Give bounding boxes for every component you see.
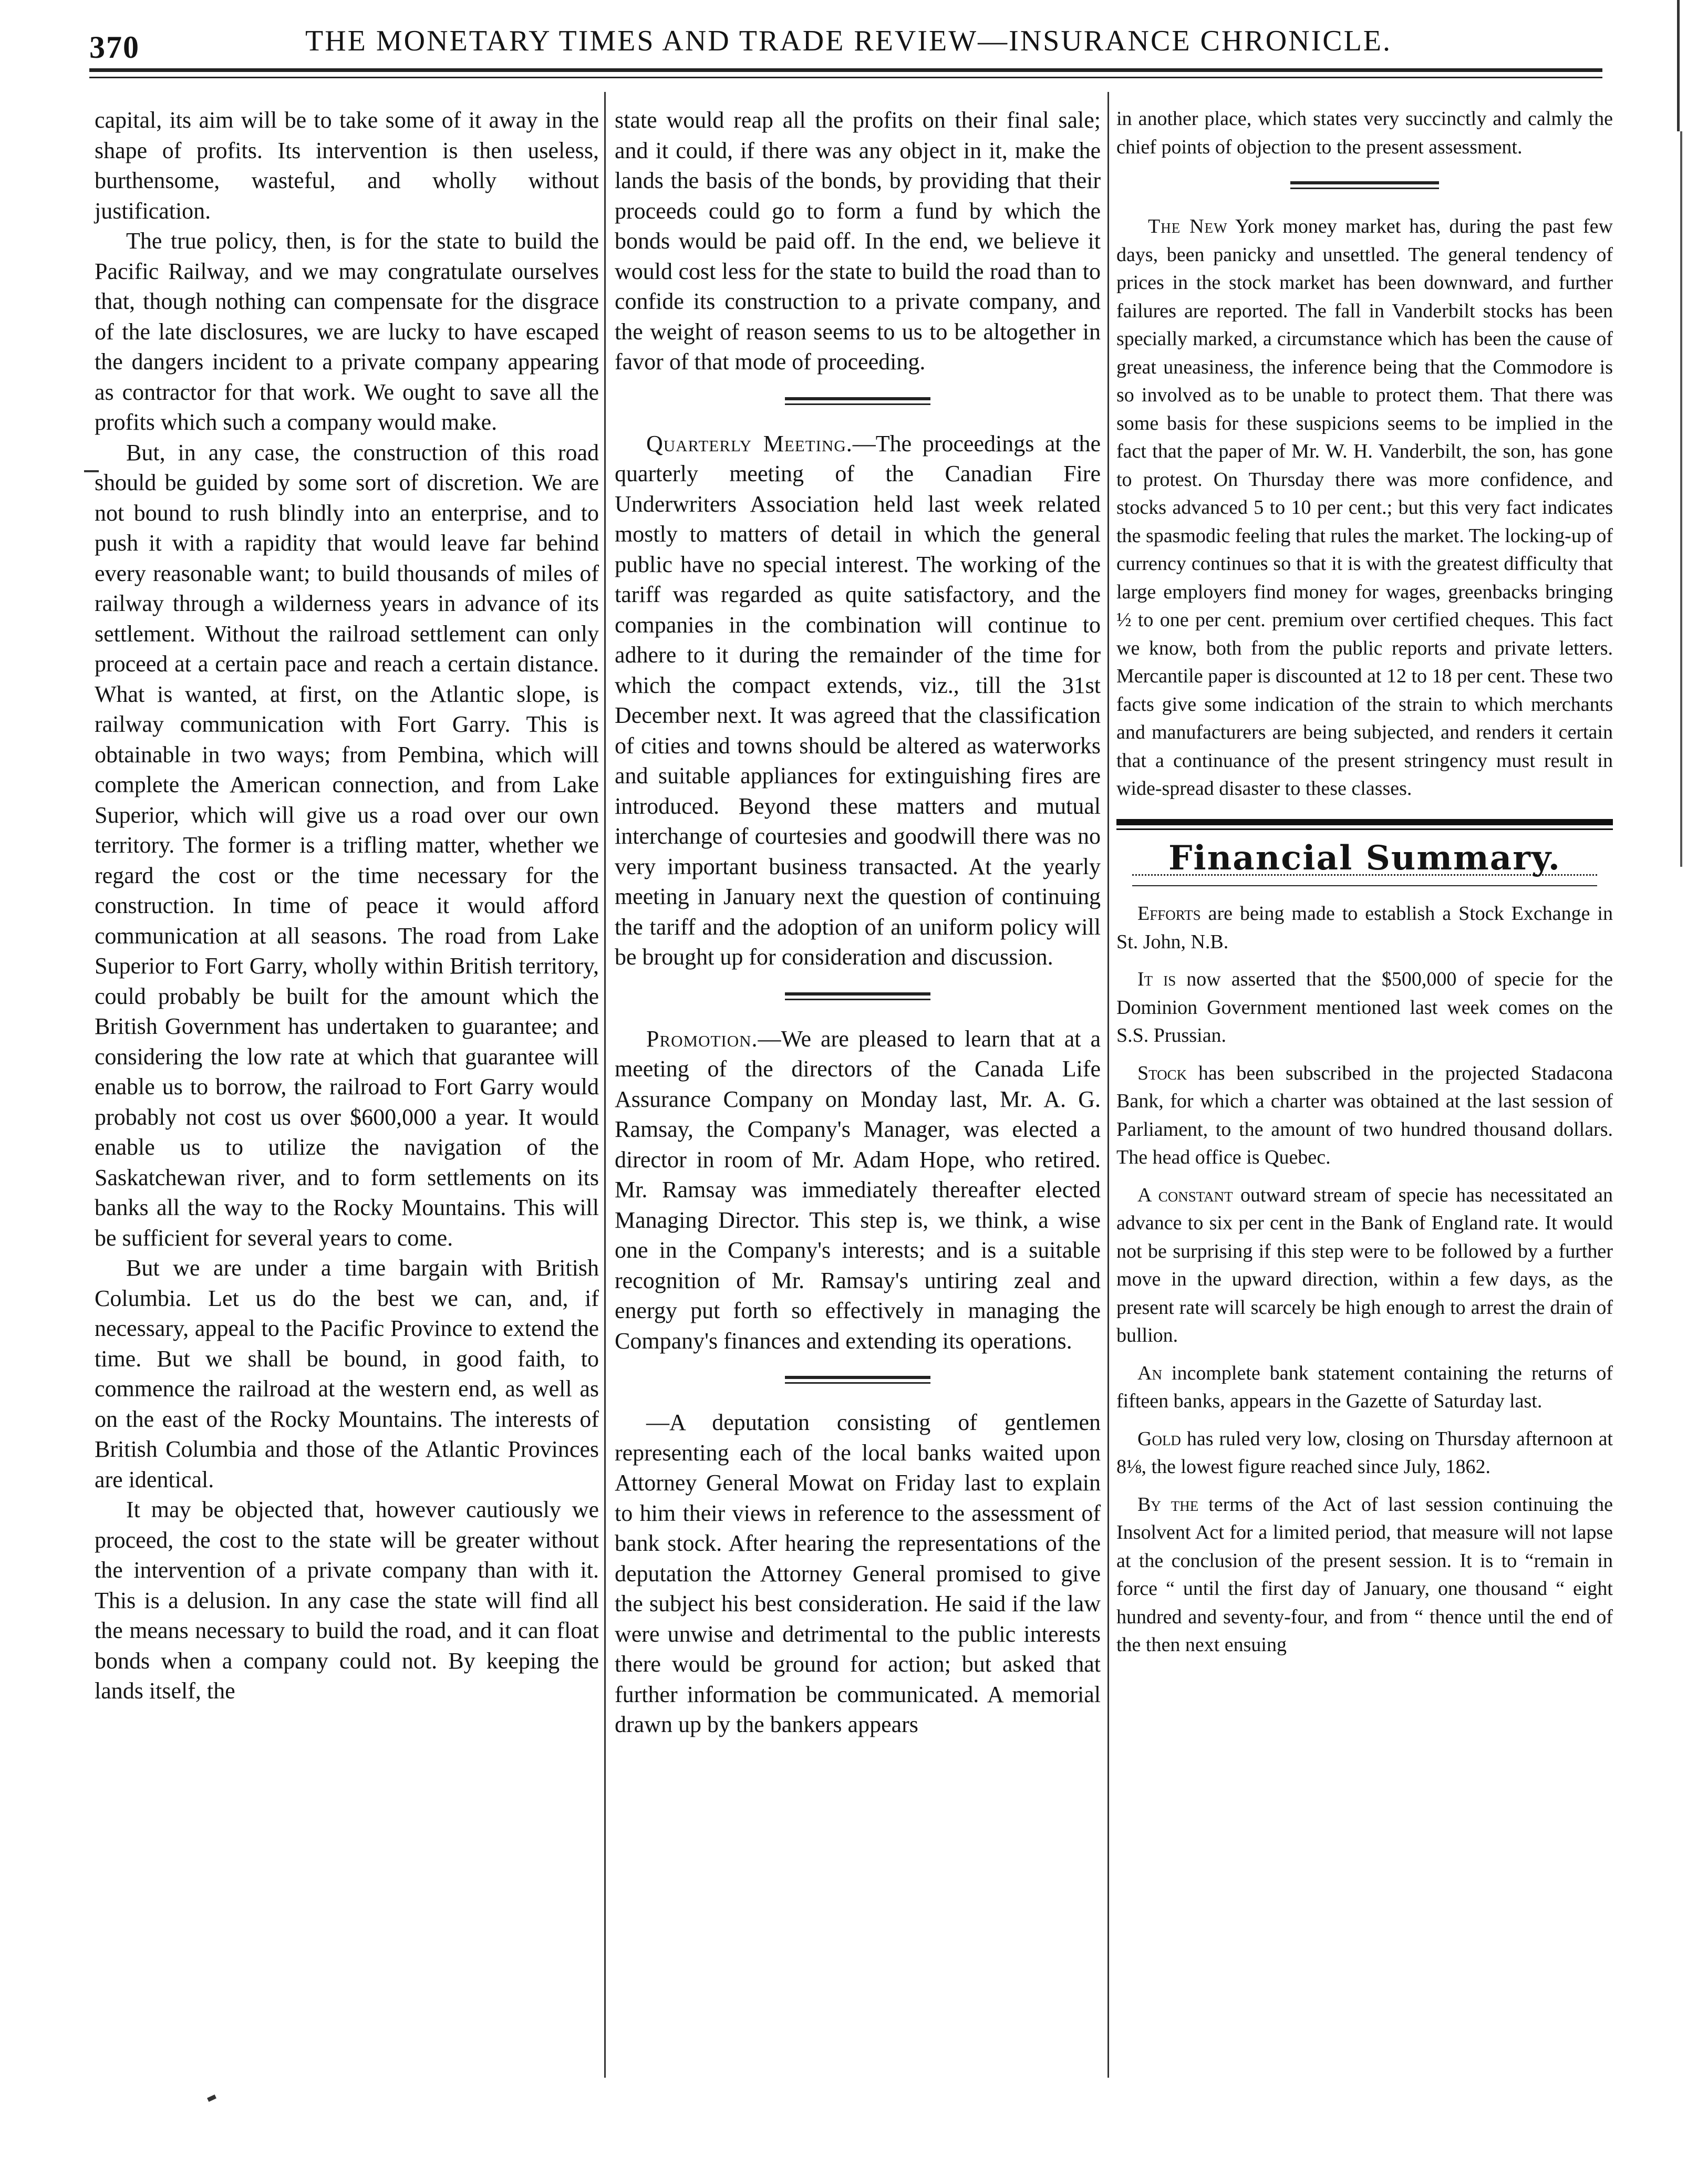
item-lead: An: [1137, 1362, 1162, 1384]
page-header-title: THE MONETARY TIMES AND TRADE REVIEW—INSURANCE CHRONICLE.: [305, 25, 1392, 57]
item-text: has ruled very low, closing on Thursday afternoon at 8⅛, the lowest figure reached since July, 1862.: [1116, 1427, 1613, 1478]
new-york-heading: The New: [1148, 215, 1228, 237]
financial-summary-rule: [1116, 816, 1613, 834]
promotion-article: [615, 1024, 1101, 1356]
item-lead: Gold: [1137, 1427, 1181, 1450]
header-rule-thin: [89, 77, 1602, 78]
item-lead: It is: [1137, 968, 1176, 990]
col1-paragraph: The true policy, then, is for the state to build the Pacific Railway, and we may congratulate ourselves that, though nothing can compensate for the disgrace of the late disclosures, we are lucky to have escaped the dangers incident to a private company appearing as contractor for that work. We ought to save all the profits which such a company would make.: [95, 228, 599, 435]
financial-summary-list: [1116, 900, 1613, 1660]
section-separator: [1116, 176, 1613, 197]
column-3: [1116, 105, 1613, 1669]
col1-paragraph: But, in any case, the construction of this road should be guided by some sort of discretion. We are not bound to rush blindly into an enterprise, and to push it with a rapidity that would leave far behind every reasonable want; to build thousands of miles of railway through a wilderness years in advance of its settlement. Without the railroad settlement can only proceed at a certain pace and reach a certain distance. What is wanted, at first, on the Atlantic slope, is railway communication with Fort Garry. This is obtainable in two ways; from Pembina, which will complete the American connection, and from Lake Superior, which will give us a road over our own territory. The former is a trifling matter, whether we regard the cost or the time necessary for the construction. In time of peace it would afford communication at all seasons. The road from Lake Superior to Fort Garry, wholly within British territory, could probably be built for the amount which the British Government has undertaken to guarantee; and considering the low rate at which that guarantee will enable us to borrow, the railroad to Fort Garry would probably not cost us over $600,000 a year. It would enable us to utilize the navigation of the Saskatchewan river, and to form settlements on its banks all the way to the Rocky Mountains. This will be sufficient for several years to come.: [95, 439, 599, 1251]
financial-summary-item: [1116, 1060, 1613, 1172]
item-text: terms of the Act of last session continuing the Insolvent Act for a limited period, that measure will not lapse at the conclusion of the present session. It is to “remain in force “ until the first day of January, one thousand “ eight hundred and seventy-four, and from “ thence until the end of the then next ensuing: [1116, 1493, 1613, 1656]
stray-mark: [207, 2095, 216, 2102]
col1-paragraph: It may be objected that, however cautiously we proceed, the cost to the state will be greater without the intervention of a private company than with it. This is a delusion. In any case the state will find all the means necessary to build the road, and it can float bonds when a company could not. By keeping the lands itself, the: [95, 1497, 599, 1704]
col2-continuation: state would reap all the profits on their final sale; and it could, if there was any object in it, make the lands the basis of the bonds, by providing that their proceeds could go to form a fund by which the bonds would be paid off. In the end, we believe it would cost less for the state to build the road than to confide its construction to a private company, and the weight of reason seems to us to be altogether in favor of that mode of proceeding.: [615, 107, 1101, 375]
new-york-market-article: [1116, 213, 1613, 803]
page-edge-line: [1677, 0, 1680, 131]
financial-summary-title: Financial Summary.: [1168, 838, 1561, 878]
column-1: [95, 105, 599, 1706]
deputation-article: —A deputation consisting of gentlemen representing each of the local banks waited upon Attorney General Mowat on Friday last to explain to him their views in reference to the assessment of bank stock. After hearing the representations of the deputation the Attorney General promised to give the subject his best consideration. He said if the law were unwise and detrimental to the public interests there would be ground for action; but asked that further information be communicated. A memorial drawn up by the bankers appears: [615, 1409, 1101, 1737]
item-text: outward stream of specie has necessitated an advance to six per cent in the Bank of England rate. It would not be surprising if this step were to be followed by a further move in the upward direction, within a few days, as the present rate will scarcely be high enough to arrest the drain of bullion.: [1116, 1184, 1613, 1346]
col3-continuation: in another place, which states very succinctly and calmly the chief points of objection to the present assessment.: [1116, 108, 1613, 158]
financial-summary-item: [1116, 1181, 1613, 1350]
section-separator: [615, 392, 1101, 413]
item-lead: Efforts: [1137, 903, 1201, 925]
item-text: has been subscribed in the projected Stadacona Bank, for which a charter was obtained at the last session of Parliament, to the amount of two hundred thousand dollars. The head office is Quebec.: [1116, 1062, 1613, 1168]
financial-summary-item: [1116, 1491, 1613, 1660]
financial-summary-item: [1116, 1425, 1613, 1481]
item-text: incomplete bank statement containing the returns of fifteen banks, appears in the Gazette of Saturday last.: [1116, 1362, 1613, 1412]
item-text: are being made to establish a Stock Exchange in St. John, N.B.: [1116, 903, 1613, 953]
financial-summary-item: [1116, 1360, 1613, 1416]
column-divider-2: [1107, 92, 1109, 2078]
page-edge-line-lower: [1680, 131, 1682, 867]
promotion-heading: Promotion.: [646, 1025, 758, 1052]
section-separator: [615, 987, 1101, 1008]
quarterly-meeting-article: [615, 429, 1101, 972]
column-divider-1: [604, 92, 606, 2078]
page-number: 370: [89, 30, 140, 65]
financial-summary-item: [1116, 900, 1613, 956]
item-lead: Stock: [1137, 1062, 1187, 1084]
promotion-text: —We are pleased to learn that at a meeting of the directors of the Canada Life Assurance Company on Monday last, Mr. A. G. Ramsay, the Company's Manager, was elected a director in room of Mr. Adam Hope, who retired. Mr. Ramsay was immediately thereafter elected Managing Director. This step is, we think, a wise one in the Company's interests; and is a suitable recognition of Mr. Ramsay's untiring zeal and energy put forth so effectively in managing the Company's finances and extending its operations.: [615, 1025, 1101, 1354]
item-lead: By the: [1137, 1493, 1199, 1516]
new-york-text: York money market has, during the past few days, been panicky and unsettled. The general tendency of prices in the stock market has been downward, and further failures are reported. The fall in Vanderbilt stocks has been specially marked, a circumstance which has been the cause of great uneasiness, the inference being that the Commodore is so involved as to be unable to protect them. That there was some basis for these suspicions seems to be implied in the fact that the paper of Mr. W. H. Vanderbilt, the son, has gone to protest. On Thursday there was more confidence, and stocks advanced 5 to 10 per cent.; but this very fact indicates the spasmodic feeling that rules the market. The locking-up of currency continues so that it is with the greatest difficulty that large employers find money for wages, greenbacks bringing ½ to one per cent. premium over certified cheques. This fact we know, both from the public reports and private letters. Mercantile paper is discounted at 12 to 18 per cent. These two facts give some indication of the strain to which merchants and manufacturers are being subjected, and renders it certain that a continuance of the present stringency must result in wide-spread disaster to these classes.: [1116, 215, 1613, 800]
col1-paragraph: capital, its aim will be to take some of it away in the shape of profits. Its intervention is then useless, burthensome, wasteful, and wholly without justification.: [95, 107, 599, 224]
column-2: [615, 105, 1101, 1740]
section-separator: [615, 1371, 1101, 1392]
col1-paragraph: But we are under a time bargain with British Columbia. Let us do the best we can, and, if necessary, appeal to the Pacific Province to extend the time. But we shall be bound, in good faith, to commence the railroad at the western end, as well as on the east of the Rocky Mountains. The interests of British Columbia and those of the Atlantic Provinces are identical.: [95, 1255, 599, 1492]
quarterly-meeting-text: —The proceedings at the quarterly meeting of the Canadian Fire Underwriters Association held last week related mostly to matters of detail in which the general public have no special interest. The working of the tariff was regarded as quite satisfactory, and the companies in the combination will continue to adhere to it during the remainder of the time for which the compact extends, viz., till the 31st December next. It was agreed that the classification of cities and towns should be altered as waterworks and suitable appliances for extinguishing fires are introduced. Beyond these matters and mutual interchange of courtesies and goodwill there was no very important business transacted. At the yearly meeting in January next the question of continuing the tariff and the adoption of an uniform policy will be brought up for consideration and discussion.: [615, 430, 1101, 970]
financial-summary-item: [1116, 966, 1613, 1050]
quarterly-meeting-heading: Quarterly Meeting.: [646, 430, 853, 457]
header-rule-thick: [89, 68, 1602, 72]
item-text: now asserted that the $500,000 of specie for the Dominion Government mentioned last week comes on the S.S. Prussian.: [1116, 968, 1613, 1046]
item-lead: A constant: [1137, 1184, 1233, 1206]
